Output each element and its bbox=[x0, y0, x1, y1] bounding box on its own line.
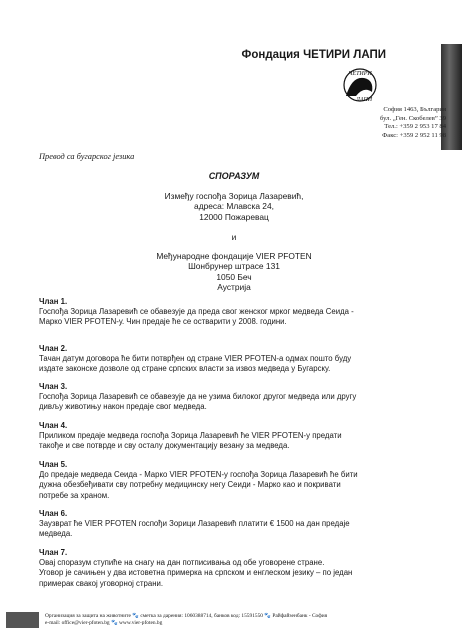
translation-note: Превод са бугарског језика bbox=[39, 152, 135, 161]
address-line: Тел.: +359 2 953 17 84 bbox=[384, 123, 446, 131]
logo-text-bottom: ЛАПИ bbox=[355, 97, 373, 103]
party-two-line: Аустрија bbox=[217, 282, 251, 293]
clause-text: Уговор је сачињен у два истоветна примерка на српском и енглеском језику – по један bbox=[39, 568, 353, 578]
party-one bbox=[0, 191, 468, 222]
clause-label: Члан 3. bbox=[39, 382, 68, 391]
clause-3 bbox=[39, 382, 419, 413]
address-line: бул. „Ген. Скобелев” 39 bbox=[380, 114, 446, 122]
clause-text: Марко VIER PFOTEN-у. Чин предаје ће се остварити у 2008. години. bbox=[39, 317, 287, 327]
clause-4 bbox=[39, 421, 419, 452]
clause-text: дивљу животињу након предаје свог медведа. bbox=[39, 402, 207, 412]
paw-logo-icon bbox=[334, 66, 386, 104]
footer-line: Организация за защита на животните 🐾 сметка за дарения: 1060388714, банков код: 15591550 🐾 Райфайзенбанк - София bbox=[45, 613, 328, 619]
clause-5 bbox=[39, 460, 419, 501]
party-one-line: Између госпођа Зорица Лазаревић, bbox=[164, 191, 304, 201]
clause-7 bbox=[39, 548, 419, 589]
clause-label: Члан 6. bbox=[39, 509, 68, 518]
org-name: Фондация ЧЕТИРИ ЛАПИ bbox=[241, 49, 386, 61]
clause-text: примерак свакој уговорној страни. bbox=[39, 578, 164, 588]
logo-text-top: ЧЕТИРИ bbox=[348, 71, 372, 77]
footer-text bbox=[45, 613, 327, 627]
org-address bbox=[380, 106, 446, 140]
clause-text: Госпођа Зорица Лазаревић се обавезује да не узима билоког другог медведа или другу bbox=[39, 392, 357, 402]
clause-2 bbox=[39, 344, 419, 375]
clause-text: Госпођа Зорица Лазаревић се обавезује да преда свог женског мрког медведа Сеида - bbox=[39, 307, 354, 317]
clause-label: Члан 2. bbox=[39, 344, 68, 353]
clause-text: такође и све потврде и сву осталу документацију везану за медведа. bbox=[39, 441, 290, 451]
clause-6 bbox=[39, 509, 419, 540]
clause-text: медведа. bbox=[39, 529, 73, 539]
clause-text: Приликом предаје медведа госпођа Зорица Лазаревић ће VIER PFOTEN-у предати bbox=[39, 431, 342, 441]
clause-1 bbox=[39, 297, 419, 328]
clause-text: потребе за храном. bbox=[39, 490, 110, 500]
party-one-line: 12000 Пожаревац bbox=[199, 211, 269, 222]
address-line: Факс: +359 2 952 11 98 bbox=[382, 131, 446, 139]
party-two bbox=[0, 251, 468, 293]
clause-label: Члан 1. bbox=[39, 297, 68, 306]
party-two-line: Шонбрунер штрасе 131 bbox=[188, 261, 280, 272]
footer-decorative-bar bbox=[6, 612, 39, 628]
conjunction: и bbox=[231, 232, 237, 242]
clause-text: издате законске дозволе од стране српских власти за извоз медведа у Бугарску. bbox=[39, 364, 331, 374]
clause-text: Заузврат ће VIER PFOTEN госпођи Зорици Лазаревић платити € 1500 на дан предаје bbox=[39, 519, 350, 529]
party-two-line: Међународне фондације VIER PFOTEN bbox=[156, 251, 312, 261]
page-footer bbox=[0, 612, 468, 634]
clause-label: Члан 7. bbox=[39, 548, 68, 557]
clause-text: Овај споразум ступиће на снагу на дан потписивања од обе уговорене стране. bbox=[39, 558, 325, 568]
party-two-line: 1050 Беч bbox=[216, 271, 252, 282]
clause-label: Члан 5. bbox=[39, 460, 68, 469]
address-line: София 1463, България bbox=[383, 106, 446, 113]
document-title: СПОРАЗУМ bbox=[208, 171, 260, 181]
clause-text: До предаје медведа Сеида - Марко VIER PFOTEN-у госпођа Зорица Лазаревић ће бити bbox=[39, 470, 358, 480]
party-one-line: адреса: Млавска 24, bbox=[194, 201, 274, 212]
clause-text: Тачан датум договора ће бити потврђен од стране VIER PFOTEN-а одмах пошто буду bbox=[39, 354, 352, 364]
clause-label: Члан 4. bbox=[39, 421, 68, 430]
clause-text: дужна обезбеђивати сву потребну медицинску негу Сеиди - Марко као и покривати bbox=[39, 480, 341, 490]
footer-line: e-mail: office@vier-pfoten.bg 🐾 www.vier-pfoten.bg bbox=[45, 620, 163, 627]
